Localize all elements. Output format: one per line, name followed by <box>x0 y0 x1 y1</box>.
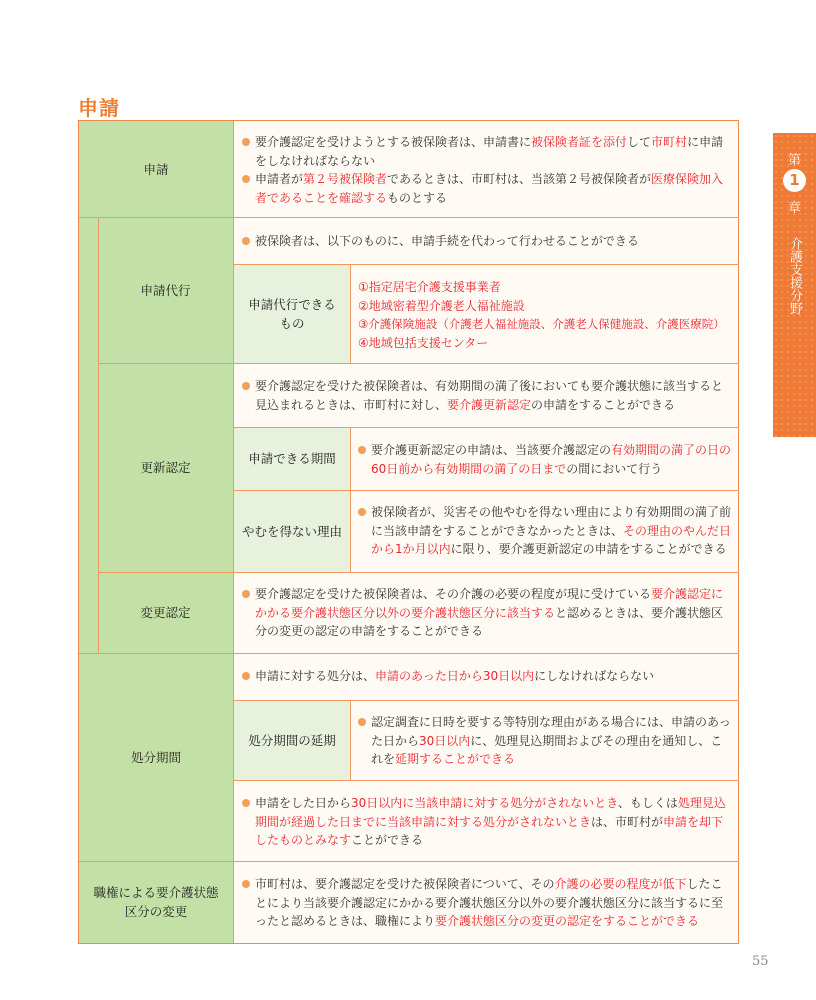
bullet-item: 要介護認定を受けようとする被保険者は、申請書に被保険者証を添付して市町村に申請をしなければならない <box>242 133 734 170</box>
bullet-item: 認定調査に日時を要する等特別な理由がある場合には、申請のあった日から30日以内に、処理見込期間およびその理由を通知し、これを延期することができる <box>358 713 734 769</box>
sublabel-enki: 処分期間の延期 <box>248 732 336 748</box>
row-label-henko: 変更認定 <box>140 605 191 620</box>
row-label-daiko: 申請代行 <box>140 282 191 298</box>
shobun-content-2 <box>242 794 734 850</box>
list-item: ②地域密着型介護老人福祉施設 <box>358 298 525 313</box>
chapter-dai: 第 <box>787 153 801 168</box>
bullet-item: 要介護認定を受けた被保険者は、その介護の必要の程度が現に受けている要介護認定にかかる要介護状態区分以外の要介護状態区分に該当すると認めるときは、要介護状態区分の変更の認定の申請をすることができる <box>242 585 734 641</box>
row-label-shokken: 職権による要介護状態区分の変更 <box>93 885 219 919</box>
chapter-name: 介護支援分野 <box>787 237 802 315</box>
shokken-content <box>242 875 734 931</box>
daiko-content <box>242 232 734 251</box>
bullet-item: 申請に対する処分は、申請のあった日から30日以内にしなければならない <box>242 667 734 686</box>
list-item: ④地域包括支援センター <box>358 335 489 350</box>
koshin-yamu-content <box>358 503 734 559</box>
bullet-item: 申請者が第２号被保険者であるときは、市町村は、当該第２号被保険者が医療保険加入者であることを確認するものとする <box>242 170 734 207</box>
sublabel-kikan: 申請できる期間 <box>248 451 336 466</box>
shobun-content <box>242 667 734 686</box>
list-item: ③介護保険施設（介護老人福祉施設、介護老人保健施設、介護医療院） <box>358 317 725 331</box>
bullet-item: 被保険者が、災害その他やむを得ない理由により有効期間の満了前に当該申請をすることができなかったときは、その理由のやんだ日から1か月以内に限り、要介護更新認定の申請をすることができる <box>358 503 734 559</box>
section-title: 申請 <box>78 96 120 120</box>
bullet-item: 申請をした日から30日以内に当該申請に対する処分がされないとき、もしくは処理見込期間が経過した日までに当該申請に対する処分がされないときは、市町村が申請を却下したものとみなすことができる <box>242 794 734 850</box>
henko-content <box>242 585 734 641</box>
row-label-koshin: 更新認定 <box>140 460 191 475</box>
row-label-shinsei: 申請 <box>143 161 169 177</box>
bullet-item: 被保険者は、以下のものに、申請手続を代わって行わせることができる <box>242 232 734 251</box>
daiko-list <box>358 278 736 352</box>
chapter-number: 1 <box>783 169 806 192</box>
koshin-kikan-content <box>358 441 734 478</box>
chapter-sho: 章 <box>787 201 801 216</box>
shobun-enki-content <box>358 713 734 769</box>
sublabel-yamu: やむを得ない理由 <box>241 523 342 539</box>
bullet-item: 要介護更新認定の申請は、当該要介護認定の有効期間の満了の日の60日前から有効期間の満了の日までの間において行う <box>358 441 734 478</box>
label-cell-indent <box>79 217 98 653</box>
chapter-tab <box>773 133 816 437</box>
bullet-item: 市町村は、要介護認定を受けた被保険者について、その介護の必要の程度が低下したことにより当該要介護認定にかかる要介護状態区分以外の要介護状態区分に該当するに至ったと認めるときは、職権により要介護状態区分の変更の認定をすることができる <box>242 875 734 931</box>
sublabel-daiko: 申請代行できるもの <box>248 296 336 331</box>
shinsei-content <box>242 133 734 207</box>
row-label-shobun: 処分期間 <box>130 749 181 765</box>
list-item: ①指定居宅介護支援事業者 <box>358 280 501 294</box>
koshin-content <box>242 377 734 414</box>
bullet-item: 要介護認定を受けた被保険者は、有効期間の満了後においても要介護状態に該当すると見込まれるときは、市町村に対し、要介護更新認定の申請をすることができる <box>242 377 734 414</box>
page-number: 55 <box>752 954 769 969</box>
